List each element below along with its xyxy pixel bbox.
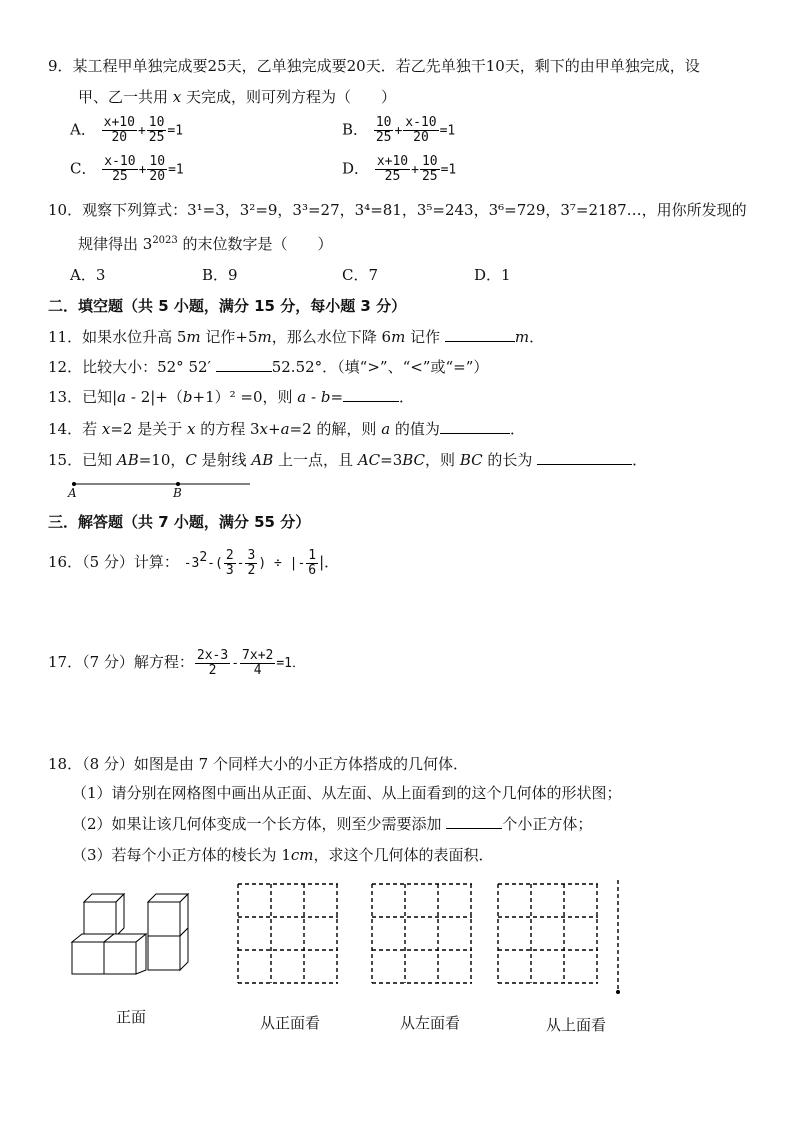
fraction: $\frac{10}{25}$: [375, 115, 392, 145]
fraction: $\frac{x-10}{25}$: [104, 154, 136, 184]
fraction: $\frac{1}{6}$: [308, 547, 317, 578]
fraction: $\frac{2}{3}$: [225, 547, 234, 578]
q9-option-b[interactable]: B． $\frac{10}{25}$ + $\frac{x-10}{20}$ =1: [342, 115, 456, 145]
q10-line2: 规律得出 $3^{2023}$ 的末位数字是（ ）: [78, 235, 333, 253]
q9-line1: 9．某工程甲单独完成要25天，乙单独完成要20天．若乙先单独干10天，剩下的由甲单独完成，设: [48, 57, 700, 75]
fraction: $\frac{x+10}{20}$: [103, 115, 135, 145]
fraction: $\frac{10}{25}$: [421, 154, 438, 184]
point-a-label: A: [68, 486, 77, 500]
q14-answer-blank[interactable]: [440, 419, 510, 434]
q15-answer-blank[interactable]: [537, 450, 632, 465]
q13: 13．已知|a - 2|+（b+1）² =0，则 a - b= ．: [48, 388, 415, 406]
fraction: $\frac{2x-3}{2}$: [196, 647, 229, 678]
q18-part1: （1）请分别在网格图中画出从正面、从左面、从上面看到的这个几何体的形状图；: [72, 784, 622, 802]
section-2-heading: 二．填空题（共 5 小题，满分 15 分，每小题 3 分）: [48, 297, 407, 315]
q10-option-d[interactable]: D．1: [474, 266, 511, 284]
fraction: $\frac{3}{2}$: [247, 547, 256, 578]
caption-view-front: 从正面看: [260, 1014, 321, 1032]
q18-part2: （2）如果让该几何体变成一个长方体，则至少需要添加 个小正方体；: [72, 815, 593, 833]
q11-answer-blank[interactable]: [445, 327, 515, 342]
fraction: $\frac{10}{25}$: [148, 115, 165, 145]
q12-answer-blank[interactable]: [216, 357, 272, 372]
ray-ab-figure: [64, 476, 264, 504]
fraction: $\frac{10}{20}$: [149, 154, 166, 184]
q10-option-c[interactable]: C．7: [342, 266, 379, 284]
fraction: $\frac{7x+2}{4}$: [242, 647, 274, 678]
q18-part3: （3）若每个小正方体的棱长为 1cm，求这个几何体的表面积．: [72, 846, 494, 864]
q18-title: 18．（8 分）如图是由 7 个同样大小的小正方体搭成的几何体．: [48, 755, 468, 773]
cube-structure-figure: [68, 888, 208, 980]
q12: 12．比较大小：52° 52′ 52.52°．（填“>”、“<”或“=”）: [48, 358, 489, 376]
q13-answer-blank[interactable]: [343, 387, 399, 402]
q15: 15．已知 AB=10，C 是射线 AB 上一点，且 AC=3BC，则 BC 的长为 ．: [48, 451, 648, 469]
q17: 17．（7 分）解方程： $\frac{2x-3}{2}$ - $\frac{7x+2}{4}$ =1．: [48, 647, 306, 678]
grid-front-view[interactable]: [236, 882, 340, 986]
q11: 11．如果水位升高 5m 记作+5m，那么水位下降 6m 记作 m．: [48, 328, 545, 346]
q9-option-a[interactable]: A． $\frac{x+10}{20}$ + $\frac{10}{25}$ =1: [70, 115, 184, 145]
caption-front: 正面: [116, 1008, 147, 1026]
q14: 14．若 x=2 是关于 x 的方程 3x+a=2 的解，则 a 的值为 ．: [48, 420, 525, 438]
grid-left-view[interactable]: [370, 882, 474, 986]
caption-view-top: 从上面看: [546, 1016, 607, 1034]
q9-option-d[interactable]: D． $\frac{x+10}{25}$ + $\frac{10}{25}$ =1: [342, 154, 457, 184]
q18-answer-blank[interactable]: [446, 814, 502, 829]
fraction: $\frac{x-10}{20}$: [405, 115, 437, 145]
point-b-label: B: [173, 486, 182, 500]
caption-view-left: 从左面看: [400, 1014, 461, 1032]
q9-option-c[interactable]: C． $\frac{x-10}{25}$ + $\frac{10}{20}$ =1: [70, 154, 184, 184]
q16: 16．（5 分）计算： $-3^2-$( $\frac{2}{3}$ - $\frac{3}{2}$ ) ÷ |- $\frac{1}{6}$ |．: [48, 547, 340, 578]
q10-option-b[interactable]: B．9: [202, 266, 238, 284]
fraction: $\frac{x+10}{25}$: [376, 154, 409, 184]
q10-line1: 10．观察下列算式：3¹=3，3²=9，3³=27，3⁴=81，3⁵=243，3⁶=729，3⁷=2187…，用你所发现的: [48, 201, 747, 219]
section-3-heading: 三．解答题（共 7 小题，满分 55 分）: [48, 513, 311, 531]
q10-option-a[interactable]: A．3: [70, 266, 106, 284]
q9-line2: 甲、乙一共用 x 天完成，则可列方程为（ ）: [78, 88, 397, 106]
grid-top-view[interactable]: [496, 880, 626, 996]
